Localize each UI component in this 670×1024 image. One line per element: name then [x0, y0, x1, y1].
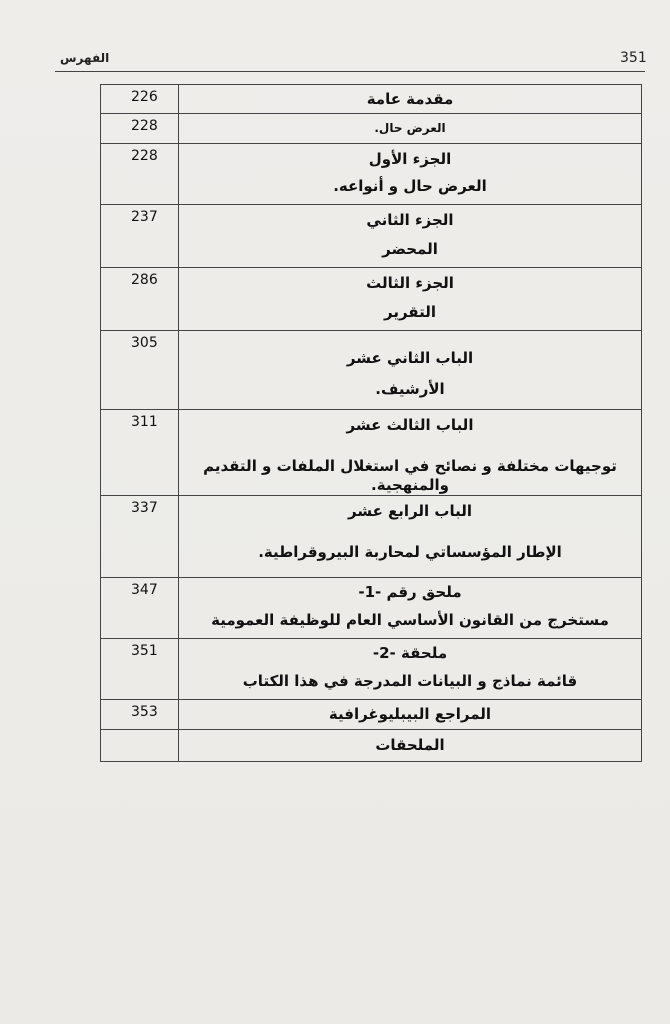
header-rule [55, 71, 645, 72]
toc-page: 351 [101, 639, 179, 700]
toc-row [101, 144, 642, 205]
toc-title-line: الأرشيف. [375, 380, 445, 398]
toc-title [179, 268, 642, 331]
toc-title-line: الباب الرابع عشر [347, 502, 472, 520]
toc-title [179, 639, 642, 700]
toc-row [101, 578, 642, 639]
toc-page: 305 [101, 331, 179, 410]
toc-page: 311 [101, 410, 179, 496]
toc-title-line: قائمة نماذج و البيانات المدرجة في هذا الكتاب [242, 672, 578, 690]
toc-page: 237 [101, 205, 179, 268]
toc-page: 228 [101, 114, 179, 144]
toc-page: 353 [101, 700, 179, 730]
toc-title-line: ملحق رقم -1- [358, 583, 462, 601]
toc-title [179, 85, 642, 114]
toc-title-line: العرض حال. [374, 121, 446, 135]
toc-page [101, 730, 179, 762]
toc-title-line: الجزء الثاني [366, 211, 454, 229]
toc-title [179, 114, 642, 144]
toc-title [179, 410, 642, 496]
toc-row [101, 410, 642, 496]
toc-row [101, 730, 642, 762]
toc-row [101, 85, 642, 114]
toc-page: 337 [101, 496, 179, 578]
toc-title-line: المحضر [382, 240, 438, 258]
toc-title-line: الباب الثالث عشر [346, 416, 474, 434]
toc-row [101, 496, 642, 578]
toc-row [101, 268, 642, 331]
running-header-title: الفهرس [60, 51, 110, 65]
toc-title [179, 205, 642, 268]
toc-row [101, 205, 642, 268]
toc-title-line: ملحقة -2- [372, 644, 448, 662]
toc-title [179, 730, 642, 762]
toc-row [101, 639, 642, 700]
toc-row [101, 114, 642, 144]
toc-title [179, 331, 642, 410]
toc-title-line: مستخرج من القانون الأساسي العام للوظيفة العمومية [211, 611, 609, 629]
toc-title-line: الجزء الأول [368, 150, 452, 168]
toc-title-line: العرض حال و أنواعه. [333, 177, 487, 195]
toc-title-line: مقدمة عامة [366, 90, 454, 108]
toc-title-line: التقرير [384, 303, 436, 321]
toc-title [179, 496, 642, 578]
toc-title-line: الباب الثاني عشر [346, 349, 474, 367]
toc-title-line: المراجع البيبليوغرافية [328, 705, 492, 723]
toc-title [179, 700, 642, 730]
toc-title [179, 578, 642, 639]
toc-title-line: الإطار المؤسساتي لمحاربة البيروقراطية. [258, 543, 562, 561]
toc-title-line: توجيهات مختلفة و نصائح في استغلال الملفات و التقديم والمنهجية. [203, 457, 617, 494]
toc-row [101, 700, 642, 730]
toc-row [101, 331, 642, 410]
toc-title [179, 144, 642, 205]
toc-page: 286 [101, 268, 179, 331]
table-of-contents [100, 84, 642, 762]
page-number: 351 [620, 50, 647, 66]
toc-page: 226 [101, 85, 179, 114]
toc-page: 228 [101, 144, 179, 205]
toc-title-line: الملحقات [375, 736, 445, 754]
toc-page: 347 [101, 578, 179, 639]
toc-title-line: الجزء الثالث [366, 274, 454, 292]
